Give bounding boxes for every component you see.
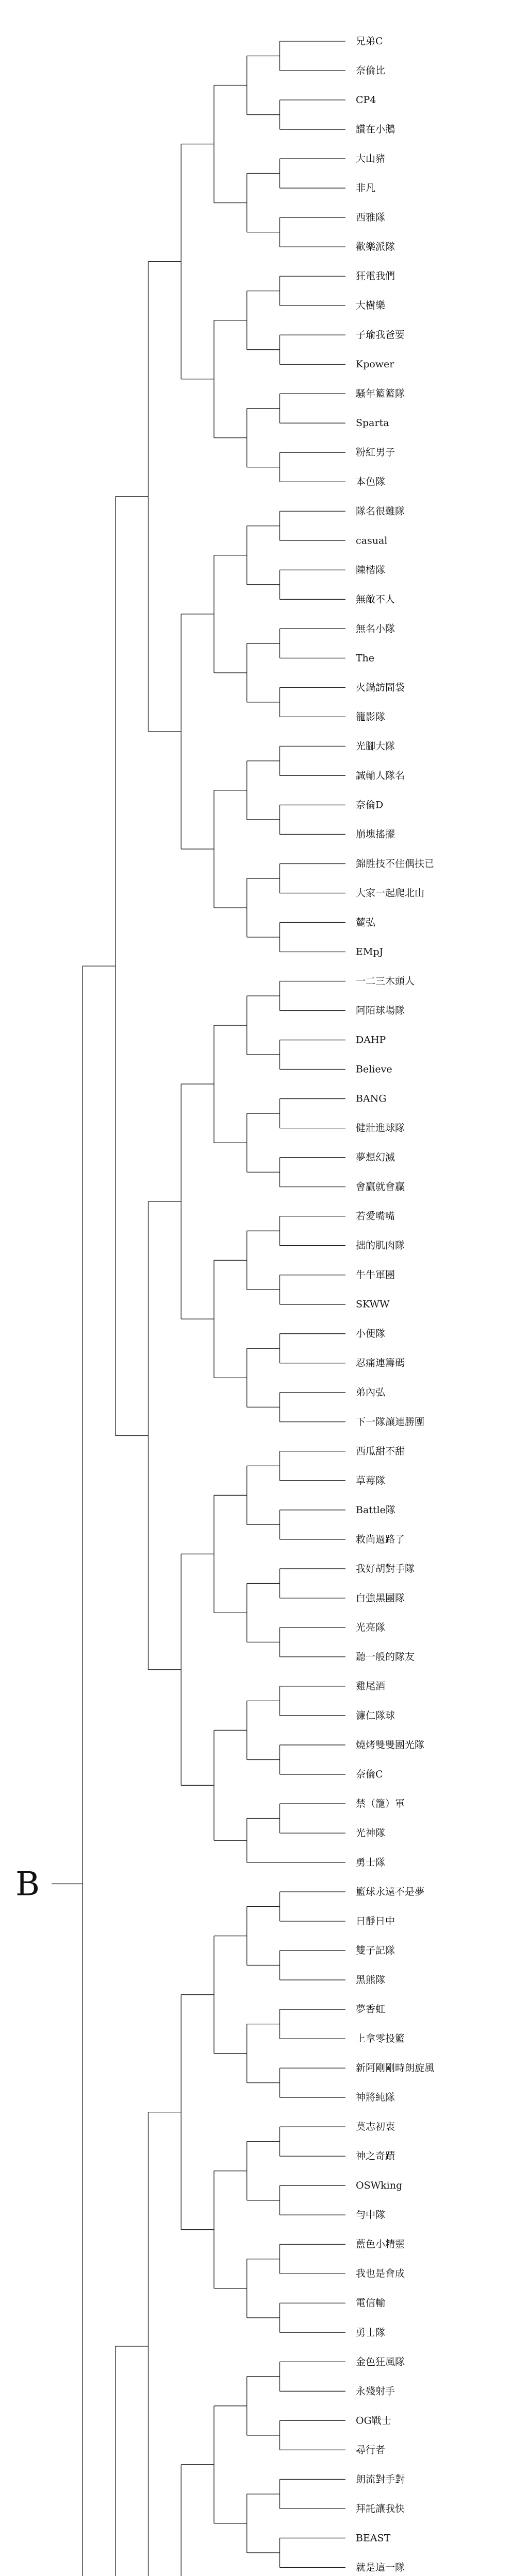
leaf-label: 誠輸人隊名	[356, 770, 405, 782]
leaf-label: 籃球永遠不是夢	[356, 1886, 425, 1898]
leaf-label: 子瑜我爸要	[356, 329, 405, 341]
leaf-label: 粉紅男子	[356, 447, 395, 459]
leaf-label: 新阿剛剛時朗旋風	[356, 2062, 435, 2074]
leaf-label: 無敵不人	[356, 594, 395, 605]
leaf-label: 勇士隊	[356, 1857, 386, 1868]
root-label: B	[15, 1865, 40, 1904]
leaf-label: 奈倫D	[356, 799, 384, 811]
leaf-label: 大家一起爬北山	[356, 887, 425, 899]
leaf-label: 西瓜甜不甜	[356, 1445, 405, 1457]
leaf-label: 奈倫C	[356, 1768, 383, 1780]
leaf-label: 我也是會成	[356, 2268, 405, 2280]
leaf-label: EMpJ	[356, 946, 384, 958]
leaf-label: 狂電我們	[356, 270, 395, 282]
leaf-label: 雞尾酒	[356, 1680, 386, 1692]
leaf-label: 救尚過路了	[356, 1533, 405, 1545]
leaf-label: 無名小隊	[356, 623, 395, 635]
dendrogram-leaf-labels	[355, 36, 434, 2576]
leaf-label: The	[356, 652, 375, 664]
leaf-label: 奈倫比	[356, 65, 386, 77]
leaf-label: 禁（籠）軍	[356, 1798, 405, 1809]
leaf-label: 隊名很難隊	[356, 505, 405, 517]
leaf-label: casual	[356, 535, 388, 547]
leaf-label: 忍痛連籌碼	[356, 1357, 405, 1369]
leaf-label: 拙的肌肉隊	[356, 1240, 405, 1251]
leaf-label: OG戰士	[356, 2415, 391, 2427]
leaf-label: 就是這一隊	[356, 2562, 405, 2573]
leaf-label: 我好胡對手隊	[356, 1563, 415, 1574]
leaf-label: 聽一般的隊友	[356, 1651, 415, 1663]
leaf-label: 西雅隊	[356, 212, 386, 224]
leaf-label: 神之奇蹟	[356, 2150, 395, 2162]
leaf-label: 會贏就會贏	[356, 1181, 405, 1193]
leaf-label: 莫志初衷	[356, 2121, 395, 2133]
leaf-label: CP4	[356, 94, 376, 106]
leaf-label: 白強黑團隊	[356, 1592, 405, 1604]
leaf-label: 朗流對手對	[356, 2473, 405, 2485]
leaf-label: 本色隊	[356, 476, 386, 488]
leaf-label: 下一隊讓連勝團	[356, 1416, 425, 1428]
leaf-label: 弟內弘	[356, 1386, 386, 1398]
leaf-label: Believe	[356, 1063, 392, 1075]
leaf-label: 光亮隊	[356, 1621, 386, 1633]
leaf-label: 騷年籃籃隊	[356, 388, 405, 400]
leaf-label: 黑熊隊	[356, 1974, 386, 1986]
leaf-label: 夢香虹	[356, 2004, 386, 2015]
leaf-label: 拜託讓我快	[356, 2503, 405, 2515]
leaf-label: BANG	[356, 1093, 387, 1105]
leaf-label: 健壯進球隊	[356, 1122, 405, 1134]
leaf-label: 上拿零投籃	[356, 2033, 405, 2045]
leaf-label: 神將純隊	[356, 2092, 395, 2104]
leaf-label: 大山豬	[356, 153, 386, 165]
leaf-label: 雙子記隊	[356, 1945, 395, 1957]
leaf-label: BEAST	[356, 2532, 391, 2544]
leaf-label: 非凡	[356, 182, 376, 194]
leaf-label: 火鍋訪間袋	[356, 682, 405, 693]
leaf-label: 日靜日中	[356, 1916, 395, 1927]
leaf-label: 一二三木頭人	[356, 975, 415, 987]
leaf-label: 歡樂派隊	[356, 241, 395, 253]
leaf-label: 牛牛軍團	[356, 1269, 395, 1281]
leaf-label: 藍色小精靈	[356, 2239, 405, 2250]
leaf-label: 大樹樂	[356, 300, 386, 312]
leaf-label: Battle隊	[356, 1504, 395, 1516]
leaf-label: OSWking	[356, 2180, 403, 2192]
leaf-label: 兄弟C	[356, 36, 383, 47]
leaf-label: 勇士隊	[356, 2327, 386, 2338]
leaf-label: 錦胜技不住偶扶已	[356, 858, 435, 870]
leaf-label: 尋行者	[356, 2444, 386, 2456]
leaf-label: Sparta	[356, 417, 389, 429]
leaf-label: 勻中隊	[356, 2209, 386, 2221]
leaf-label: 草莓隊	[356, 1475, 386, 1486]
leaf-label: 若愛嘴嘴	[356, 1210, 395, 1222]
leaf-label: 夢想幻滅	[356, 1151, 395, 1163]
leaf-label: 永殘射手	[356, 2385, 395, 2397]
leaf-label: Kpower	[356, 359, 394, 370]
leaf-label: 阿陌球場隊	[356, 1005, 405, 1016]
leaf-label: SKWW	[356, 1298, 390, 1310]
leaf-label: 電信輸	[356, 2297, 386, 2309]
leaf-label: 濂仁隊球	[356, 1709, 395, 1721]
leaf-label: 光神隊	[356, 1827, 386, 1839]
dendrogram-branches	[52, 41, 345, 2576]
leaf-label: 陳楷隊	[356, 564, 386, 576]
leaf-label: 金色狂風隊	[356, 2356, 405, 2368]
leaf-label: 光腳大隊	[356, 740, 395, 752]
leaf-label: 小便隊	[356, 1328, 386, 1340]
leaf-label: 燒烤雙雙團光隊	[356, 1739, 425, 1751]
leaf-label: 麓弘	[356, 917, 376, 928]
leaf-label: 讚在小鵝	[356, 124, 395, 135]
leaf-label: 籠影隊	[356, 711, 386, 723]
leaf-label: 崩塊搖擺	[356, 828, 395, 840]
leaf-label: DAHP	[356, 1034, 386, 1046]
